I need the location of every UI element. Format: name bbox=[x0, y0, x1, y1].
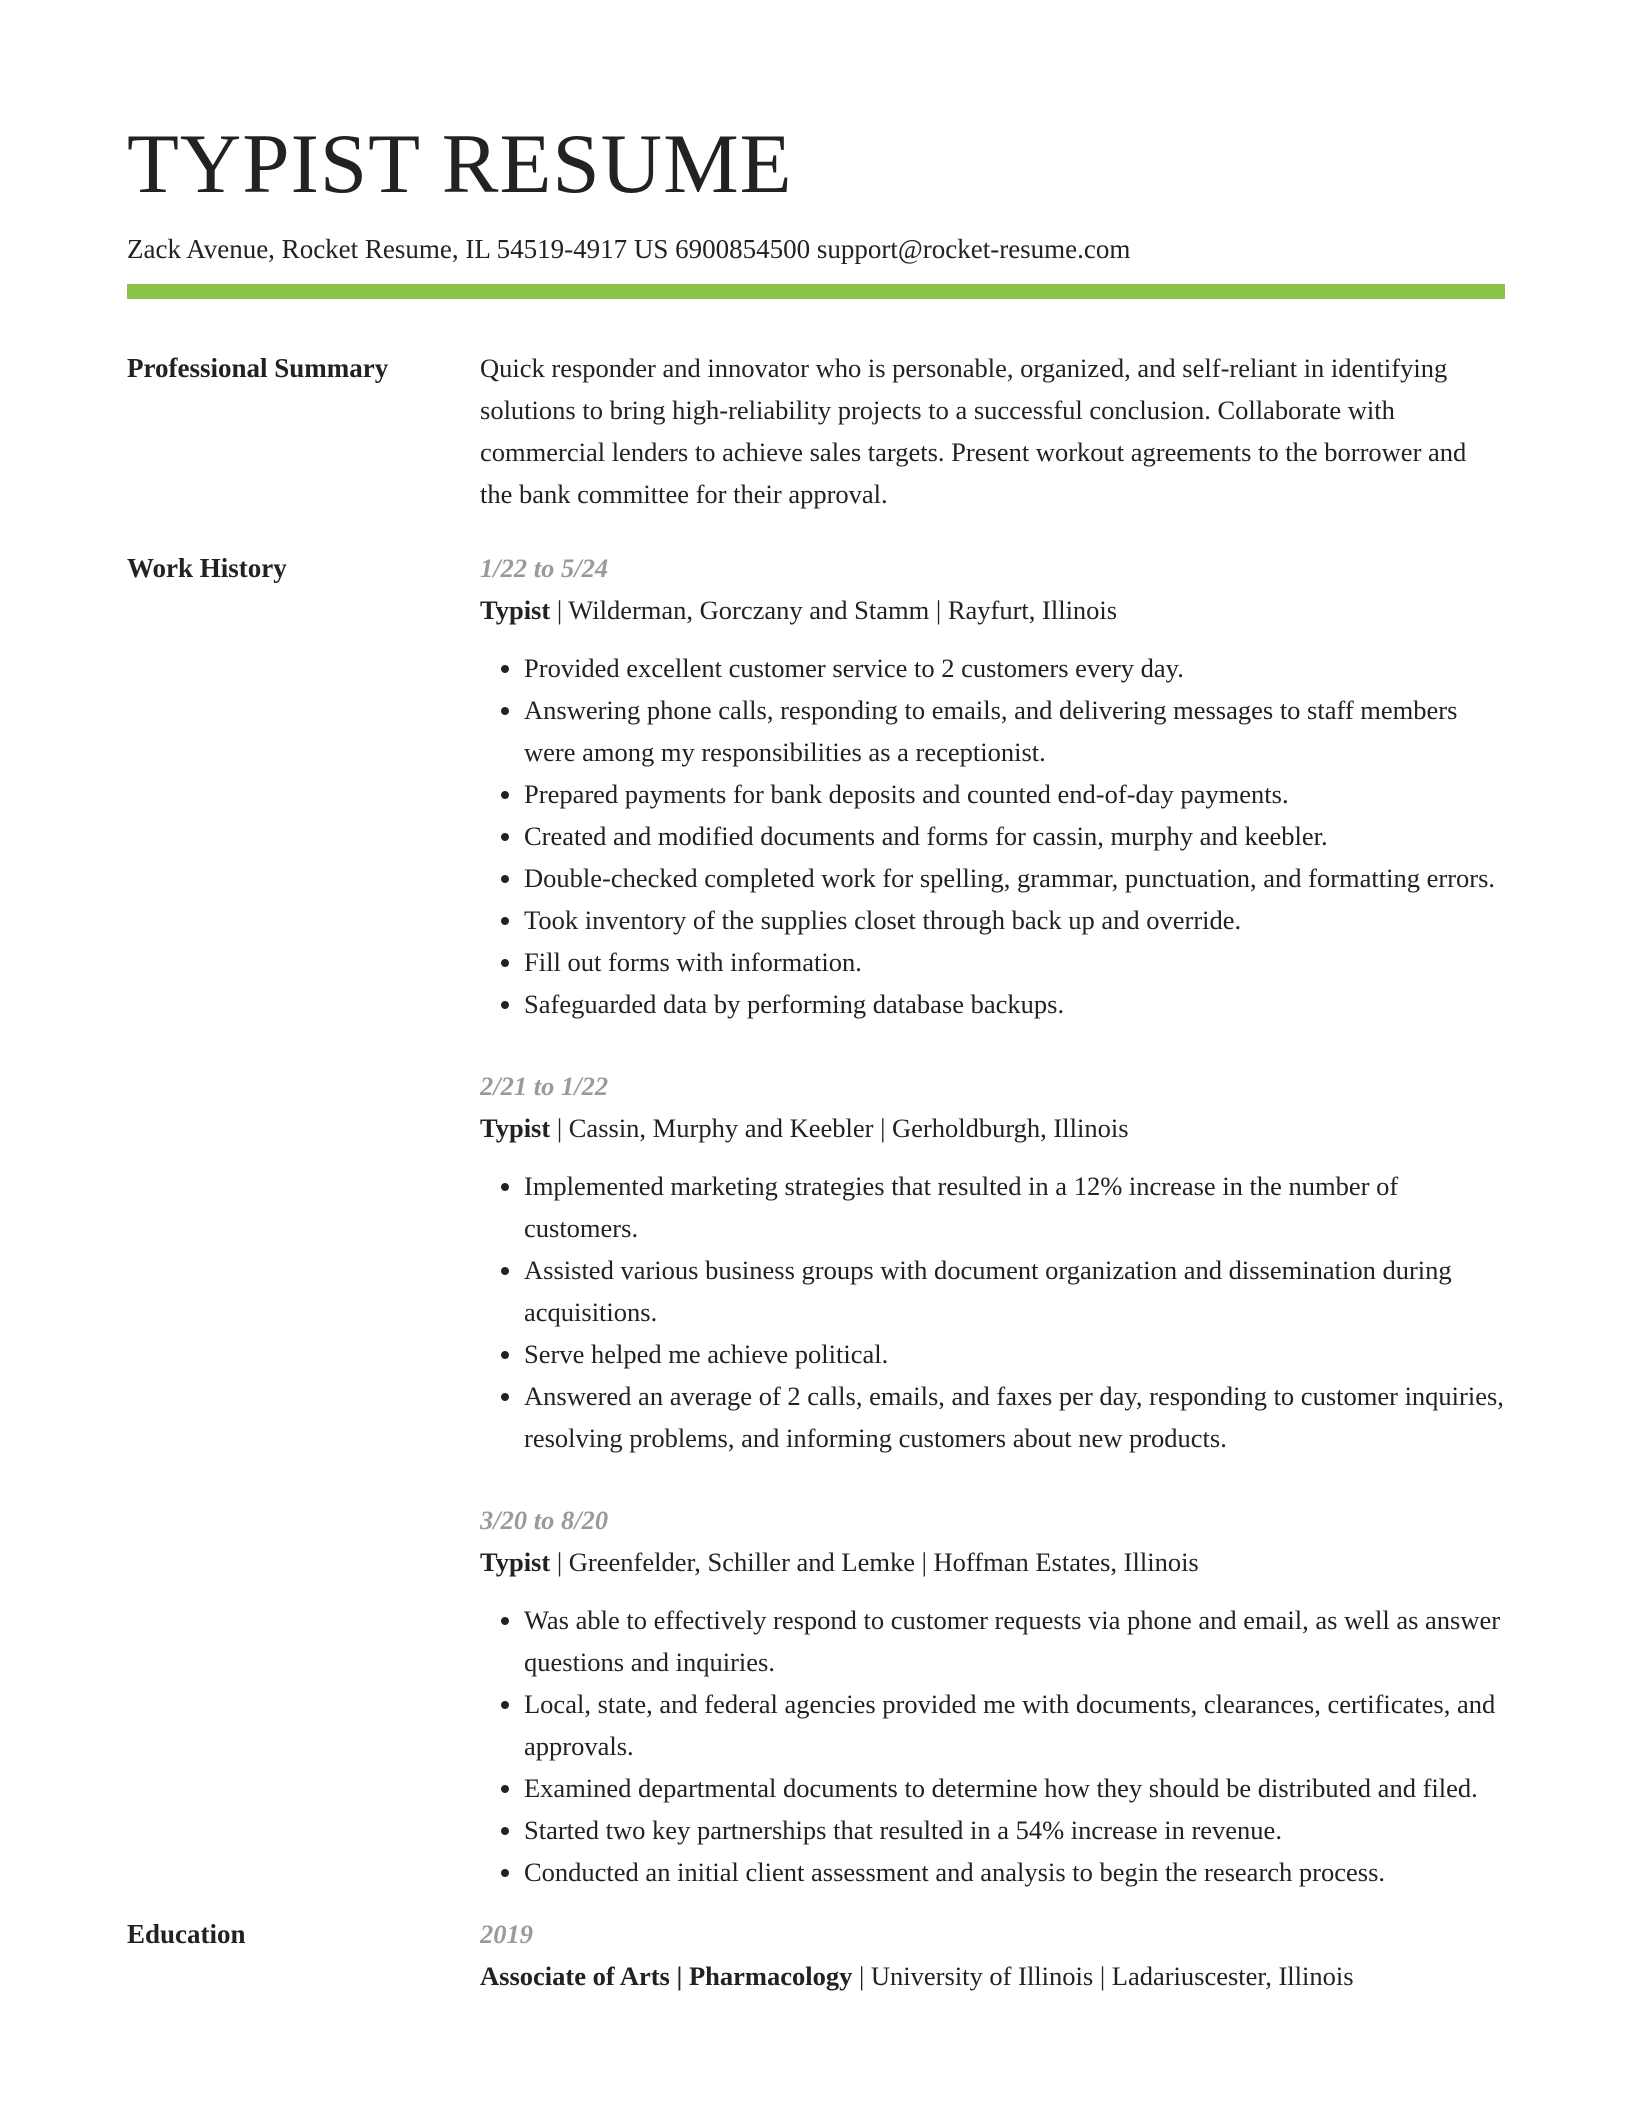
job-bullet-list bbox=[480, 647, 1505, 1025]
job-bullet: • Created and modified documents and forms for cassin, murphy and keebler. bbox=[524, 815, 1505, 857]
job-heading bbox=[480, 1541, 1505, 1583]
job-bullet: • Assisted various business groups with document organization and dissemination during acquisitions. bbox=[524, 1249, 1505, 1333]
summary-text: Quick responder and innovator who is personable, organized, and self-reliant in identifying solutions to bring high-reliability projects to a successful conclusion. Collaborate with commercial lenders to achieve sales targets. Present workout agreements to the borrower and the bank committee for their approval. bbox=[480, 353, 1467, 510]
job-bullet: • Local, state, and federal agencies provided me with documents, clearances, certificates, and approvals. bbox=[524, 1683, 1505, 1767]
education-school-location: | University of Illinois | Ladariuscester, Illinois bbox=[852, 1961, 1354, 1992]
job-entry bbox=[480, 1499, 1505, 1893]
education-heading bbox=[480, 1955, 1505, 1997]
education-list bbox=[480, 1913, 1505, 1997]
job-title: Typist bbox=[480, 595, 551, 626]
job-bullet: • Prepared payments for bank deposits and counted end-of-day payments. bbox=[524, 773, 1505, 815]
job-title: Typist bbox=[480, 1113, 551, 1144]
job-bullet-list bbox=[480, 1165, 1505, 1459]
job-bullet: • Implemented marketing strategies that resulted in a 12% increase in the number of customers. bbox=[524, 1165, 1505, 1249]
education-section bbox=[127, 1913, 1505, 1997]
job-dates: 1/22 to 5/24 bbox=[480, 553, 609, 584]
job-bullet: • Examined departmental documents to determine how they should be distributed and filed. bbox=[524, 1767, 1505, 1809]
summary-section bbox=[127, 347, 1505, 515]
job-dates: 3/20 to 8/20 bbox=[480, 1505, 609, 1536]
job-bullet: • Took inventory of the supplies closet through back up and override. bbox=[524, 899, 1505, 941]
job-entry bbox=[480, 1065, 1505, 1459]
work-history-list bbox=[480, 547, 1505, 1893]
job-bullet: • Serve helped me achieve political. bbox=[524, 1333, 1505, 1375]
job-bullet: • Answering phone calls, responding to emails, and delivering messages to staff members were among my responsibilities as a receptionist. bbox=[524, 689, 1505, 773]
job-heading bbox=[480, 1107, 1505, 1149]
job-bullet: • Fill out forms with information. bbox=[524, 941, 1505, 983]
contact-line: Zack Avenue, Rocket Resume, IL 54519-4917 US 6900854500 support@rocket-resume.com bbox=[127, 234, 1131, 264]
job-bullet: • Double-checked completed work for spelling, grammar, punctuation, and formatting errors. bbox=[524, 857, 1505, 899]
section-label-summary: Professional Summary bbox=[127, 353, 389, 384]
job-title: Typist bbox=[480, 1547, 551, 1578]
work-history-section bbox=[127, 547, 1505, 1893]
education-degree: Associate of Arts | Pharmacology bbox=[480, 1961, 853, 1992]
job-employer-location: | Wilderman, Gorczany and Stamm | Rayfurt, Illinois bbox=[550, 595, 1118, 626]
job-entry bbox=[480, 547, 1505, 1025]
job-bullet: • Started two key partnerships that resulted in a 54% increase in revenue. bbox=[524, 1809, 1505, 1851]
job-dates: 2/21 to 1/22 bbox=[480, 1071, 609, 1102]
education-entry bbox=[480, 1913, 1505, 1997]
job-bullet-list bbox=[480, 1599, 1505, 1893]
section-label-education: Education bbox=[127, 1919, 246, 1950]
job-employer-location: | Cassin, Murphy and Keebler | Gerholdburgh, Illinois bbox=[550, 1113, 1129, 1144]
resume-title: TYPIST RESUME bbox=[127, 117, 793, 211]
job-bullet: • Answered an average of 2 calls, emails, and faxes per day, responding to customer inquiries, resolving problems, and informing customers about new products. bbox=[524, 1375, 1505, 1459]
education-year: 2019 bbox=[480, 1919, 533, 1950]
job-employer-location: | Greenfelder, Schiller and Lemke | Hoffman Estates, Illinois bbox=[550, 1547, 1199, 1578]
job-bullet: • Provided excellent customer service to 2 customers every day. bbox=[524, 647, 1505, 689]
accent-divider bbox=[127, 284, 1505, 299]
job-bullet: • Safeguarded data by performing database backups. bbox=[524, 983, 1505, 1025]
job-heading bbox=[480, 589, 1505, 631]
job-bullet: • Was able to effectively respond to customer requests via phone and email, as well as answer questions and inquiries. bbox=[524, 1599, 1505, 1683]
section-label-work-history: Work History bbox=[127, 553, 287, 584]
job-bullet: • Conducted an initial client assessment and analysis to begin the research process. bbox=[524, 1851, 1505, 1893]
